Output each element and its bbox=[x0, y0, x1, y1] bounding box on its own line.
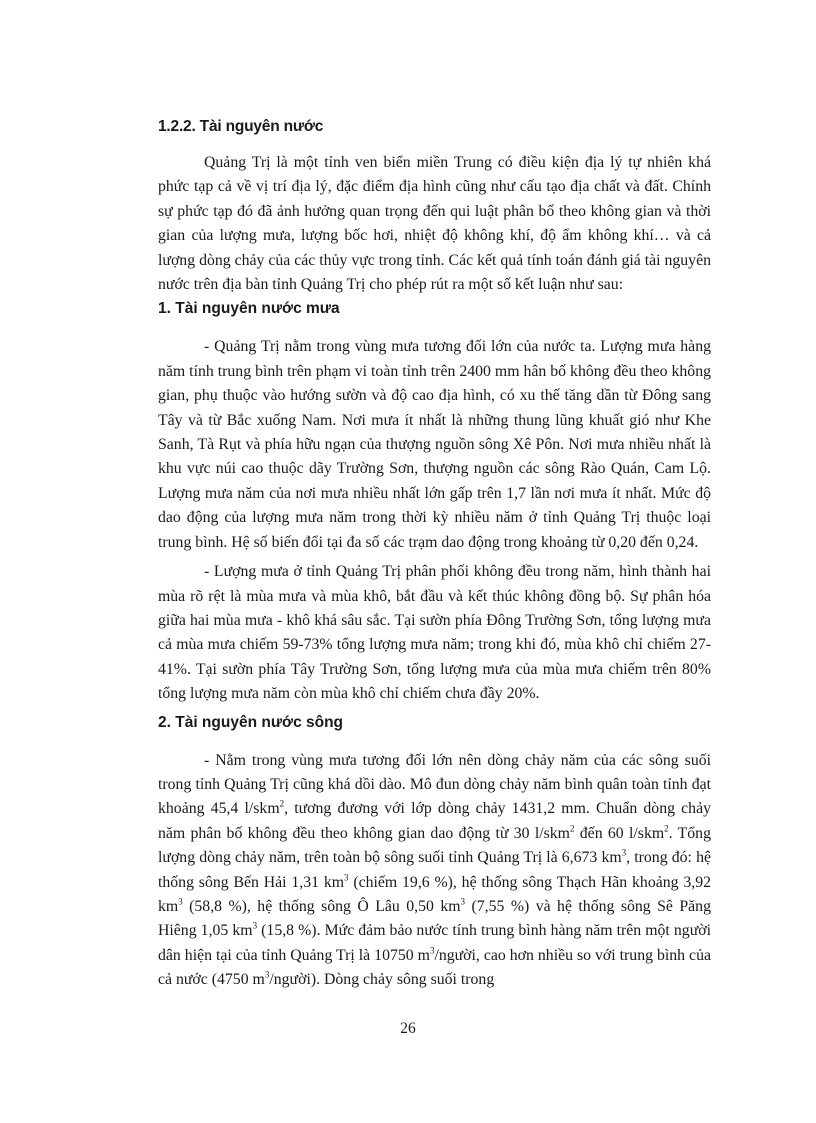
superscript-3: 3 bbox=[264, 969, 270, 980]
superscript-3: 3 bbox=[178, 896, 183, 907]
superscript-3: 3 bbox=[621, 847, 627, 858]
superscript-3: 3 bbox=[460, 896, 466, 907]
river-text-3: đến 60 l/skm bbox=[574, 824, 665, 842]
river-text-11: /người). Dòng chảy sông suối trong bbox=[269, 971, 495, 989]
rain-paragraph-2: - Lượng mưa ở tỉnh Quảng Trị phân phối không đều trong năm, hình thành hai mùa rõ rệt là mùa mưa và mùa khô, bắt đầu và kết thúc không đồng bộ. Sự phân hóa giữa hai mùa mưa - khô khá sâu sắc. Tại sườn phía Đông Trường Sơn, tổng lượng mưa cả mùa mưa chiếm 59-73% tổng lượng mưa năm; trong khi đó, mùa khô chỉ chiếm 27-41%. Tại sườn phía Tây Trường Sơn, tổng lượng mưa của mùa mưa chiếm trên 80% tổng lượng mưa năm còn mùa khô chỉ chiếm chưa đầy 20%. bbox=[158, 563, 711, 703]
river-text-8: (7,55 %) và hệ thống sông Sê Păng Hiêng 1,05 km bbox=[158, 897, 711, 940]
subsection-title-river: 2. Tài nguyên nước sông bbox=[158, 713, 344, 731]
superscript-2: 2 bbox=[279, 799, 285, 810]
subsection-title-rain: 1. Tài nguyên nước mưa bbox=[158, 300, 340, 318]
page-content bbox=[158, 116, 711, 993]
river-text-4: . Tổng lượng dòng chảy năm, trên toàn bộ sông suối tỉnh Quảng Trị là 6,673 km bbox=[158, 824, 711, 867]
section-heading: 1.2.2. Tài nguyên nước bbox=[158, 118, 324, 135]
superscript-2: 2 bbox=[664, 823, 669, 834]
superscript-3: 3 bbox=[429, 945, 435, 956]
river-text-7: (58,8 %), hệ thống sông Ô Lâu 0,50 km bbox=[182, 897, 461, 915]
river-text-1: - Nằm trong vùng mưa tương đối lớn nên dòng chảy năm của các sông suối trong tỉnh Quảng Trị cũng khá dồi dào. Mô đun dòng chảy năm bình quân toàn tỉnh đạt khoảng 45,4 l/skm bbox=[158, 751, 711, 818]
river-text-9: (15,8 %). Mức đảm bảo nước tính trung bình hàng năm trên một người dân hiện tại của tỉnh Quảng Trị là 10750 m bbox=[158, 922, 711, 964]
river-paragraph-1 bbox=[158, 749, 711, 993]
river-text-5: , trong đó: hệ thống sông Bến Hải 1,31 km bbox=[158, 849, 711, 891]
superscript-2: 2 bbox=[569, 823, 575, 834]
page-number: 26 bbox=[400, 1020, 416, 1037]
intro-paragraph: Quảng Trị là một tỉnh ven biển miền Trung có điều kiện địa lý tự nhiên khá phức tạp cả về vị trí địa lý, đặc điểm địa hình cũng như cấu tạo địa chất và đất. Chính sự phức tạp đó đã ảnh hưởng quan trọng đến qui luật phân bố theo không gian và thời gian của lượng mưa, lượng bốc hơi, nhiệt độ không khí, độ ẩm không khí… và cả lượng dòng chảy của các thủy vực trong tỉnh. Các kết quả tính toán đánh giá tài nguyên nước trên địa bàn tỉnh Quảng Trị cho phép rút ra một số kết luận như sau: bbox=[158, 154, 711, 294]
superscript-3: 3 bbox=[344, 872, 349, 883]
river-text-6: (chiếm 19,6 %), hệ thống sông Thạch Hãn khoảng 3,92 km bbox=[158, 873, 711, 915]
rain-paragraph-1: - Quảng Trị nằm trong vùng mưa tương đối lớn của nước ta. Lượng mưa hàng năm tính trung bình trên phạm vi toàn tỉnh trên 2400 mm hân bố không đều theo không gian, phụ thuộc vào hướng sườn và độ cao địa hình, có xu thế tăng dần từ Đông sang Tây và từ Bắc xuống Nam. Nơi mưa ít nhất là những thung lũng khuất gió như Khe Sanh, Tà Rụt và phía hữu ngạn của thượng nguồn sông Xê Pôn. Nơi mưa nhiều nhất là khu vực núi cao thuộc dãy Trường Sơn, thượng nguồn các sông Rào Quán, Cam Lộ. Lượng mưa năm của nơi mưa nhiều nhất lớn gấp trên 1,7 lần nơi mưa ít nhất. Mức độ dao động của lượng mưa năm trong thời kỳ nhiều năm ở tỉnh Quảng Trị thuộc loại trung bình. Hệ số biến đổi tại đa số các trạm dao động trong khoảng từ 0,20 đến 0,24. bbox=[158, 338, 711, 551]
river-text-2: , tương đương với lớp dòng chảy 1431,2 mm. Chuẩn dòng chảy năm phân bố không đều theo không gian dao động từ 30 l/skm bbox=[158, 800, 711, 842]
superscript-3: 3 bbox=[252, 921, 258, 932]
river-text-10: /người, cao hơn nhiều so với trung bình của cả nước (4750 m bbox=[158, 946, 711, 989]
